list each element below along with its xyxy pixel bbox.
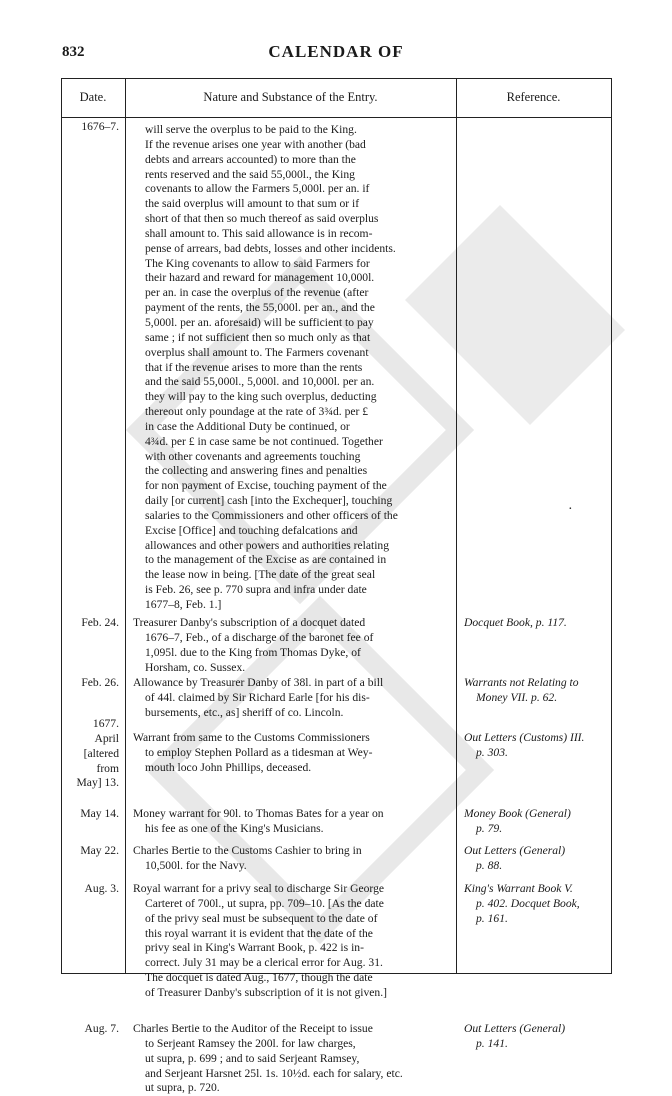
running-title: CALENDAR OF — [268, 42, 404, 61]
entry-line: rents reserved and the said 55,000l., the King — [145, 167, 355, 181]
entry-line: ut supra, p. 720. — [145, 1081, 220, 1095]
entry-reference — [464, 807, 609, 837]
entry-line: to the management of the Excise as are contained in — [145, 553, 387, 567]
entry-line: 1677–8, Feb. 1.] — [145, 598, 222, 611]
entry-line: mouth loco John Phillips, deceased. — [145, 760, 312, 774]
reference-line: King's Warrant Book V. — [464, 882, 573, 895]
entry-text — [133, 616, 451, 675]
entry-line: Charles Bertie to the Auditor of the Receipt to issue — [133, 1022, 373, 1035]
entry-text — [133, 676, 451, 721]
entry-line: debts and arrears accounted) to more than the — [145, 152, 356, 166]
entry-text — [133, 123, 457, 613]
reference-line: p. 303. — [476, 745, 508, 759]
entry-line: that if the revenue arises to more than the rents — [145, 360, 363, 374]
entry-line: bursements, etc., as] sheriff of co. Lincoln. — [145, 705, 344, 719]
entry-line: Carteret of 700l., ut supra, pp. 709–10. [As the date — [145, 896, 384, 910]
entry-line: ut supra, p. 699 ; and to said Serjeant Ramsey, — [145, 1051, 360, 1065]
entry-line: is Feb. 26, see p. 770 supra and infra under date — [145, 583, 367, 597]
calendar-table — [61, 78, 612, 1095]
reference-line: Out Letters (General) — [464, 844, 566, 857]
entry-line: short of that then so much thereof as said overplus — [145, 212, 379, 226]
entry-line: will serve the overplus to be paid to the King. — [145, 123, 357, 136]
entry-line: to employ Stephen Pollard as a tidesman at Wey- — [145, 745, 373, 759]
reference-line: Money VII. p. 62. — [476, 690, 558, 704]
date-line: 1677. — [92, 717, 119, 730]
entry-line: Warrant from same to the Customs Commissioners — [133, 731, 370, 744]
entry-reference — [464, 1022, 609, 1052]
entry-line: his fee as one of the King's Musicians. — [145, 821, 324, 835]
entry-line: correct. July 31 may be a clerical error for Aug. 31. — [145, 956, 383, 970]
entry-reference — [464, 676, 609, 706]
entry-line: the collecting and answering fines and penalties — [145, 464, 368, 478]
reference-line: p. 402. Docquet Book, — [476, 896, 580, 910]
header-rule — [61, 117, 612, 118]
reference-line: Warrants not Relating to — [464, 676, 579, 689]
reference-line: Docquet Book, p. 117. — [464, 616, 567, 629]
entry-date: Aug. 7. — [84, 1022, 119, 1035]
entry-date: Feb. 26. — [81, 676, 119, 689]
entry-date: Feb. 24. — [81, 616, 119, 629]
entry-line: this royal warrant it is evident that the date of the — [145, 926, 373, 940]
date-line: May] 13. — [76, 776, 119, 790]
entry-line: in case the Additional Duty be continued, or — [145, 419, 350, 433]
entry-date: Aug. 3. — [84, 882, 119, 895]
entry-line: covenants to allow the Farmers 5,000l. per an. if — [145, 182, 370, 196]
entry-line: their hazard and reward for management 10,000l. — [145, 271, 375, 285]
entry-line: per an. in case the overplus of the revenue (after — [145, 286, 369, 300]
entry-line: The docquet is dated Aug., 1677, though the date — [145, 971, 373, 985]
entry-text — [133, 844, 451, 874]
entry-line: 1676–7, Feb., of a discharge of the baronet fee of — [145, 630, 374, 644]
entry-line: thereout only poundage at the rate of 3¾d. per £ — [145, 405, 369, 419]
reference-line: Money Book (General) — [464, 807, 571, 820]
entry-date: May 22. — [80, 844, 119, 857]
entry-line: the said overplus will amount to that sum or if — [145, 197, 360, 211]
entry-text — [133, 882, 451, 1001]
entry-line: If the revenue arises one year with another (bad — [145, 137, 366, 151]
entry-line: with other covenants and agreements touching — [145, 449, 361, 463]
entry-line: of Treasurer Danby's subscription of it is not given.] — [145, 985, 387, 999]
entry-line: Money warrant for 90l. to Thomas Bates for a year on — [133, 807, 384, 820]
entry-date: 1676–7. — [81, 120, 119, 133]
entry-text — [133, 807, 451, 837]
entry-line: and Serjeant Harsnet 25l. 1s. 10½d. each for salary, etc. — [145, 1066, 403, 1080]
entry-line: to Serjeant Ramsey the 200l. for law charges, — [145, 1036, 356, 1050]
reference-line: Out Letters (Customs) III. — [464, 731, 585, 744]
entry-date — [61, 717, 119, 791]
entry-line: same ; if not sufficient then so much only as that — [145, 330, 371, 344]
table-top-rule — [61, 78, 612, 79]
entry-line: salaries to the Commissioners and other officers of the — [145, 508, 398, 522]
entry-line: of the privy seal must be subsequent to the date of — [145, 911, 378, 925]
entry-line: Allowance by Treasurer Danby of 38l. in part of a bill — [133, 676, 384, 689]
page-number: 832 — [62, 44, 85, 60]
reference-line: p. 79. — [476, 821, 503, 835]
entry-line: Treasurer Danby's subscription of a docquet dated — [133, 616, 366, 629]
column-rule-date — [125, 78, 126, 974]
date-line: [altered — [83, 746, 119, 760]
entry-text — [133, 731, 451, 776]
reference-line: Out Letters (General) — [464, 1022, 566, 1035]
entry-reference — [464, 882, 609, 927]
stray-dot: · — [568, 502, 573, 517]
reference-line: p. 161. — [476, 911, 508, 925]
column-header-reference: Reference. — [506, 90, 561, 104]
entry-line: the lease now in being. [The date of the great seal — [145, 568, 376, 582]
entry-line: daily [or current] cash [into the Exchequer], touching — [145, 494, 393, 508]
entry-text — [133, 1022, 451, 1096]
entry-line: pense of arrears, bad debts, losses and other incidents. — [145, 241, 396, 255]
reference-line: p. 88. — [476, 858, 503, 872]
entry-line: Horsham, co. Sussex. — [145, 660, 246, 674]
entry-line: Excise [Office] and touching defalcations and — [145, 523, 358, 537]
entry-line: Charles Bertie to the Customs Cashier to bring in — [133, 844, 362, 857]
column-rule-left — [61, 78, 62, 974]
entry-line: 5,000l. per an. aforesaid) will be sufficient to pay — [145, 315, 374, 329]
entry-line: 10,500l. for the Navy. — [145, 858, 247, 872]
reference-line: p. 141. — [476, 1036, 508, 1050]
date-line: from — [96, 761, 119, 775]
entry-line: 1,095l. due to the King from Thomas Dyke, of — [145, 645, 361, 659]
entry-line: privy seal in King's Warrant Book, p. 422 is in- — [145, 941, 364, 955]
entry-line: allowances and other powers and authorities relating — [145, 538, 390, 552]
entry-line: they will pay to the king such overplus, deducting — [145, 390, 377, 404]
entry-reference — [464, 844, 609, 874]
date-line: April — [94, 731, 119, 745]
column-rule-right — [611, 78, 612, 974]
entry-line: Royal warrant for a privy seal to discharge Sir George — [133, 882, 385, 895]
entry-reference — [464, 731, 609, 761]
entry-line: shall amount to. This said allowance is in recom- — [145, 226, 373, 240]
entry-line: 4¾d. per £ in case same be not continued. Together — [145, 434, 383, 448]
entry-line: of 44l. claimed by Sir Richard Earle [for his dis- — [145, 690, 370, 704]
entry-line: overplus shall amount to. The Farmers covenant — [145, 345, 369, 359]
entry-line: The King covenants to allow to said Farmers for — [145, 256, 370, 270]
entry-reference — [464, 616, 609, 631]
entry-line: payment of the rents, the 55,000l. per an., and the — [145, 301, 375, 315]
entry-line: for non payment of Excise, touching payment of the — [145, 479, 387, 493]
column-header-date: Date. — [79, 90, 107, 104]
entry-line: and the said 55,000l., 5,000l. and 10,000l. per an. — [145, 375, 375, 389]
column-header-nature: Nature and Substance of the Entry. — [203, 90, 378, 104]
entry-date: May 14. — [80, 807, 119, 820]
